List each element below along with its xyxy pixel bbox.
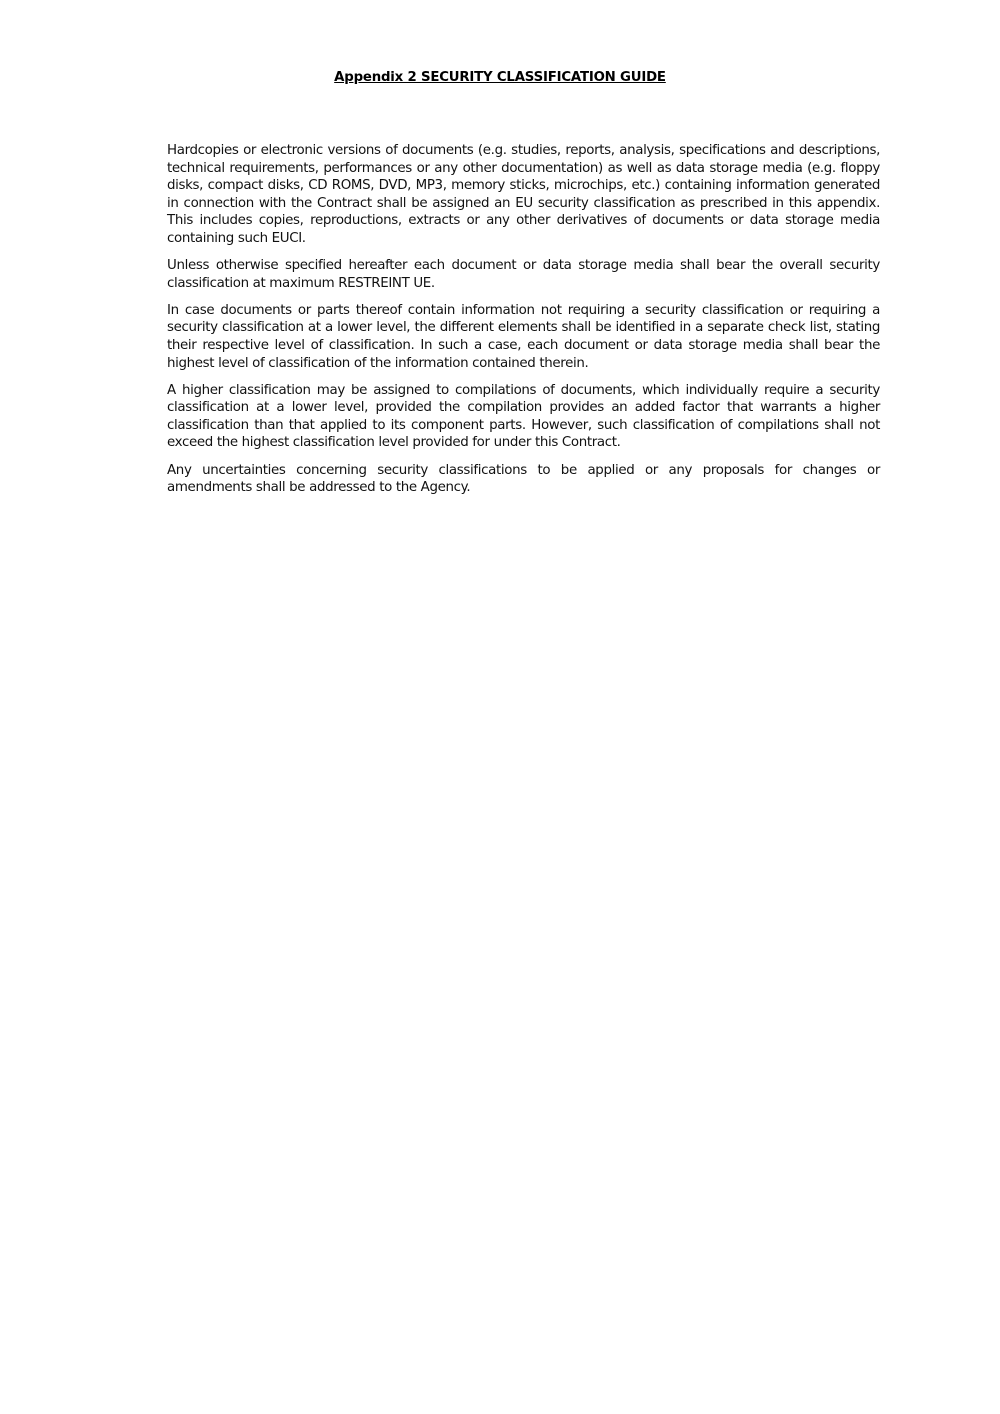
paragraph-overall-classification: Unless otherwise specified hereafter each document or data storage media shall bear the overall security classification at maximum RESTREINT UE. xyxy=(167,258,880,291)
paragraph-compilations: A higher classification may be assigned to compilations of documents, which individually require a security classification at a lower level, provided the compilation provides an added factor that warrants a higher classification than that applied to its component parts. However, such classification of compilations shall not exceed the highest classification level provided for under this Contract. xyxy=(167,382,880,451)
paragraph-uncertainties: Any uncertainties concerning security classifications to be applied or any proposals for changes or amendments shall be addressed to the Agency. xyxy=(167,462,880,496)
paragraph-mixed-classification: In case documents or parts thereof contain information not requiring a security classification or requiring a security classification at a lower level, the different elements shall be identified in a separate check list, stating their respective level of classification. In such a case, each document or data storage media shall bear the highest level of classification of the information contained therein. xyxy=(167,302,880,371)
paragraph-documents-scope: Hardcopies or electronic versions of documents (e.g. studies, reports, analysis, specifications and descriptions, technical requirements, performances or any other documentation) as well as data storage media (e.g. floppy disks, compact disks, CD ROMS, DVD, MP3, memory sticks, microchips, etc.) containing information generated in connection with the Contract shall be assigned an EU security classification as prescribed in this appendix. This includes copies, reproductions, extracts or any other derivatives of documents or data storage media containing such EUCI. xyxy=(167,143,880,246)
page-title: Appendix 2 SECURITY CLASSIFICATION GUIDE xyxy=(334,70,666,85)
document-body xyxy=(167,142,880,506)
